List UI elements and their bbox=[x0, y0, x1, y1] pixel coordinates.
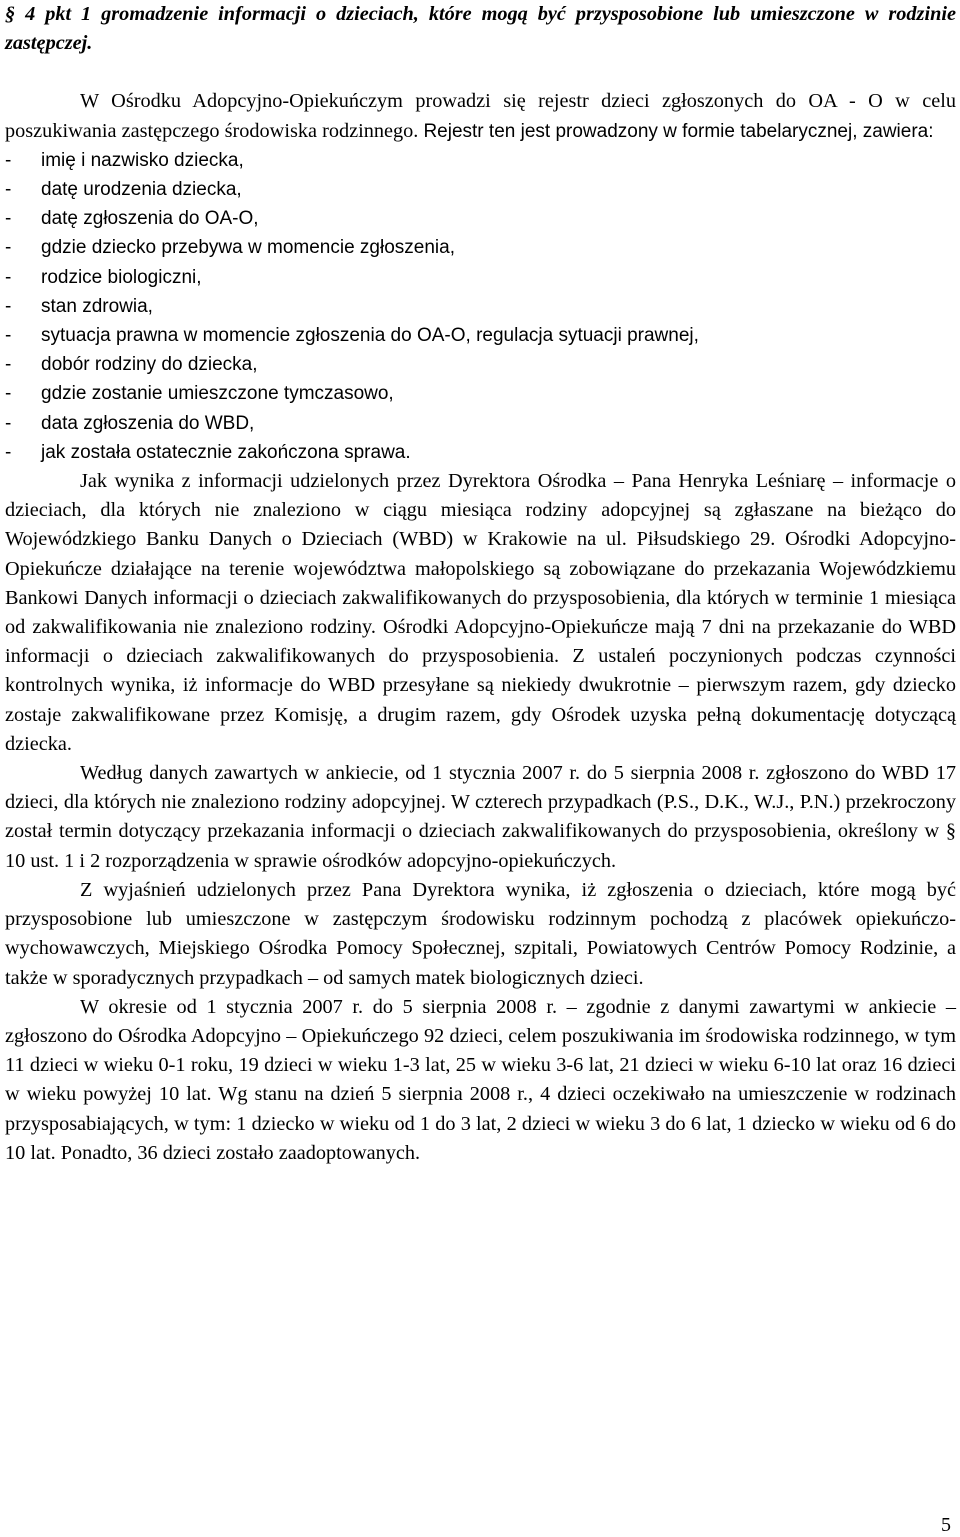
list-dash: - bbox=[5, 325, 12, 347]
list-dash: - bbox=[5, 412, 12, 434]
list-dash: - bbox=[5, 179, 12, 201]
list-item: - imię i nazwisko dziecka, bbox=[5, 146, 956, 175]
intro-text-registry: W Ośrodku Adopcyjno-Opiekuńczym prowadzi się rejestr dzieci zgłoszonych do OA - O w celu poszukiwania zastępczego środowiska rodzinnego. bbox=[5, 90, 956, 142]
list-item: - datę urodzenia dziecka, bbox=[5, 175, 956, 204]
list-item: - stan zdrowia, bbox=[5, 292, 956, 321]
list-item: - sytuacja prawna w momencie zgłoszenia do OA-O, regulacja sytuacji prawnej, bbox=[5, 321, 956, 350]
list-item: - gdzie zostanie umieszczone tymczasowo, bbox=[5, 379, 956, 408]
paragraph-statistics: W okresie od 1 stycznia 2007 r. do 5 sierpnia 2008 r. – zgodnie z danymi zawartymi w ankiecie – zgłoszono do Ośrodka Adopcyjno – Opiekuńczego 92 dzieci, celem poszukiwania im środowiska rodzinnego, w tym 11 dzieci w wieku 0-1 roku, 19 dzieci w wieku 1-3 lat, 25 w wieku 3-6 lat, 21 dzieci w wieku 6-10 lat oraz 16 dzieci w wieku powyżej 10 lat. Wg stanu na dzień 5 sierpnia 2008 r., 4 dzieci oczekiwało na umieszczenie w rodzinach przysposabiających, w tym: 1 dziecko w wieku od 1 do 3 lat, 2 dzieci w wieku 3 do 6 lat, 1 dziecko w wieku od 6 do 10 lat. Ponadto, 36 dzieci zostało zaadoptowanych. bbox=[5, 995, 956, 1164]
intro-text-register-form: Rejestr ten jest prowadzony w formie tabelarycznej, zawiera: bbox=[423, 120, 934, 142]
list-dash: - bbox=[5, 208, 12, 230]
list-item: - gdzie dziecko przebywa w momencie zgłoszenia, bbox=[5, 233, 956, 262]
list-item: - datę zgłoszenia do OA-O, bbox=[5, 204, 956, 233]
list-dash: - bbox=[5, 441, 12, 463]
list-dash: - bbox=[5, 354, 12, 376]
paragraph-wbd-reporting: Jak wynika z informacji udzielonych przez Dyrektora Ośrodka – Pana Henryka Leśniarę – informacje o dzieciach, dla których nie znaleziono w ciągu miesiąca rodziny adopcyjnej są zgłaszane na bieżąco do Wojewódzkiego Banku Danych o Dzieciach (WBD) w Krakowie na ul. Piłsudskiego 29. Ośrodki Adopcyjno-Opiekuńcze działające na terenie województwa małopolskiego są zobowiązane do przekazania Wojewódzkiemu Bankowi Danych informacji o dzieciach zakwalifikowanych do przysposobienia, dla których w terminie 1 miesiąca od zakwalifikowania nie znaleziono rodziny. Ośrodki Adopcyjno-Opiekuńcze mają 7 dni na przekazanie do WBD informacji o dzieciach zakwalifikowanych do przysposobienia. Z ustaleń poczynionych podczas czynności kontrolnych wynika, iż informacje do WBD przesyłane są niekiedy dwukrotnie – pierwszym razem, gdy dziecko zostaje zakwalifikowane przez Komisję, a drugim razem, gdy Ośrodek uzyska pełną dokumentację dotyczącą dziecka. bbox=[5, 470, 956, 755]
list-item: - jak została ostatecznie zakończona sprawa. bbox=[5, 438, 956, 467]
list-dash: - bbox=[5, 237, 12, 259]
list-dash: - bbox=[5, 149, 12, 171]
paragraph-survey-data: Według danych zawartych w ankiecie, od 1 stycznia 2007 r. do 5 sierpnia 2008 r. zgłoszono do WBD 17 dzieci, dla których nie znaleziono rodziny adopcyjnej. W czterech przypadkach (P.S., D.K., W.J., P.N.) przekroczony został termin dotyczący przekazania informacji o dzieciach zakwalifikowanych do przysposobienia, określony w § 10 ust. 1 i 2 rozporządzenia w sprawie ośrodków adopcyjno-opiekuńczych. bbox=[5, 762, 956, 872]
list-dash: - bbox=[5, 383, 12, 405]
section-heading: § 4 pkt 1 gromadzenie informacji o dzieciach, które mogą być przysposobione lub umieszczone w rodzinie zastępczej. bbox=[5, 3, 956, 55]
intro-paragraph bbox=[5, 87, 956, 145]
page-number: 5 bbox=[941, 1514, 951, 1536]
list-dash: - bbox=[5, 266, 12, 288]
list-dash: - bbox=[5, 295, 12, 317]
list-item: - rodzice biologiczni, bbox=[5, 263, 956, 292]
paragraph-director-explanations: Z wyjaśnień udzielonych przez Pana Dyrektora wynika, iż zgłoszenia o dzieciach, które mogą być przysposobione lub umieszczone w zastępczym środowisku rodzinnym pochodzą z placówek opiekuńczo-wychowawczych, Miejskiego Ośrodka Pomocy Społecznej, szpitali, Powiatowych Centrów Pomocy Rodzinie, a także w sporadycznych przypadkach – od samych matek biologicznych dzieci. bbox=[5, 878, 956, 989]
document-page bbox=[5, 0, 956, 1168]
list-item: - data zgłoszenia do WBD, bbox=[5, 409, 956, 438]
register-fields-list bbox=[5, 146, 956, 467]
list-item: - dobór rodziny do dziecka, bbox=[5, 350, 956, 379]
